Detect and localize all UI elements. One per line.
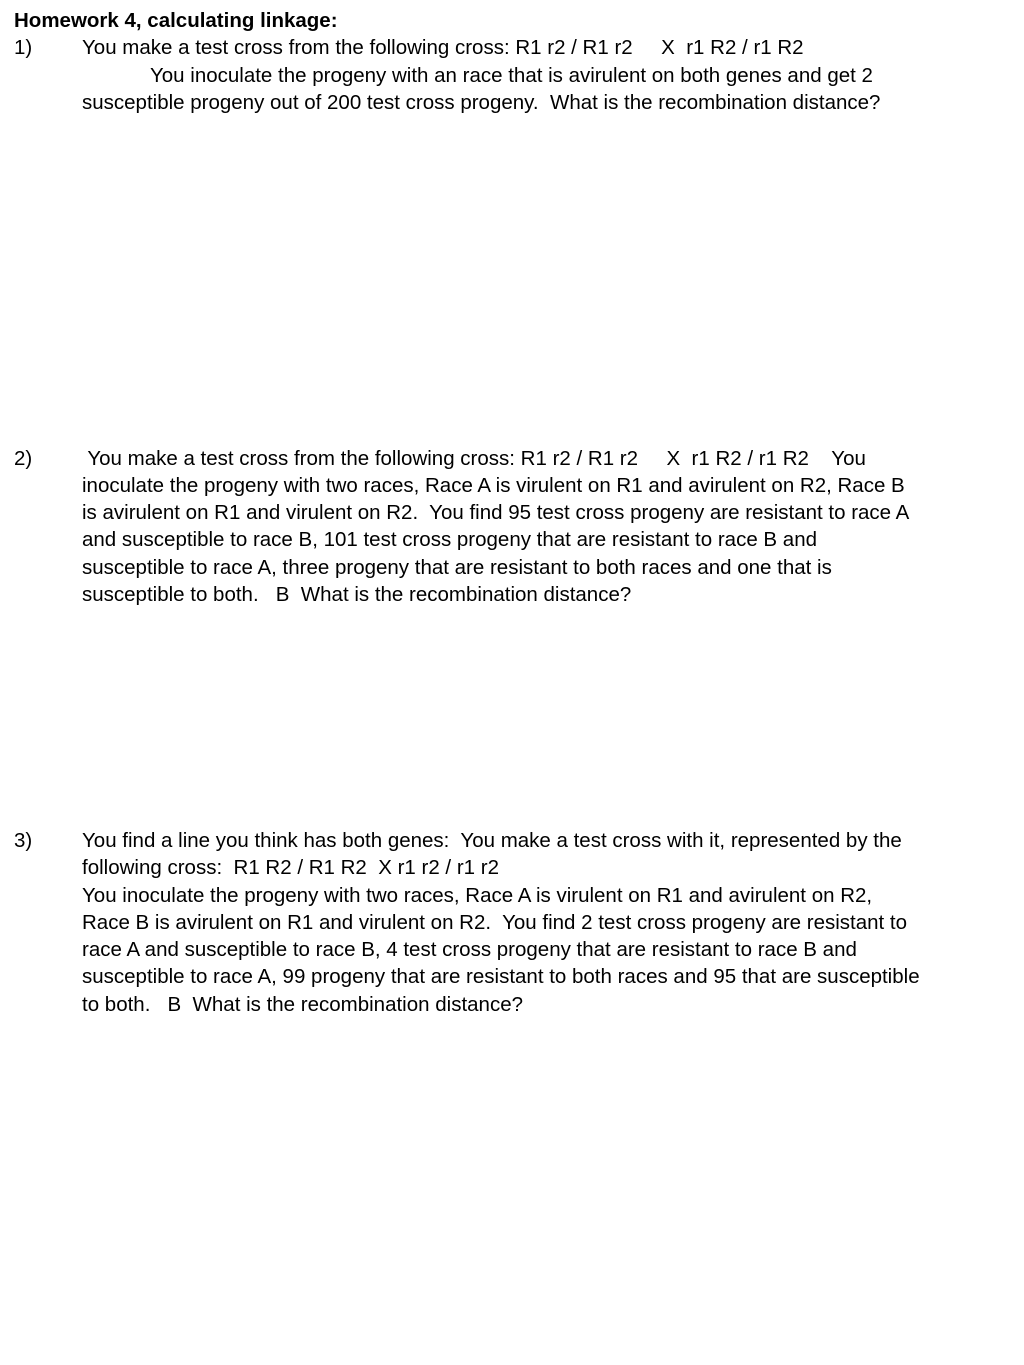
question-number: 1): [14, 36, 33, 60]
question-line: inoculate the progeny with two races, Race A is virulent on R1 and avirulent on R2, Race B: [82, 473, 905, 497]
homework-title: Homework 4, calculating linkage:: [14, 9, 338, 32]
question-line: susceptible to both. B What is the recombination distance?: [82, 582, 632, 606]
question-line: to both. B What is the recombination distance?: [82, 992, 523, 1016]
question-line: susceptible progeny out of 200 test cross progeny. What is the recombination distance?: [82, 90, 881, 114]
question-line: and susceptible to race B, 101 test cross progeny that are resistant to race B and: [82, 528, 817, 552]
question-line: is avirulent on R1 and virulent on R2. You find 95 test cross progeny are resistant to race A: [82, 501, 910, 525]
question-line: You make a test cross from the following cross: R1 r2 / R1 r2 X r1 R2 / r1 R2: [82, 36, 804, 60]
question-line: following cross: R1 R2 / R1 R2 X r1 r2 / r1 r2: [82, 856, 499, 880]
question-line: You inoculate the progeny with two races, Race A is virulent on R1 and avirulent on R2,: [82, 883, 873, 907]
question-line: race A and susceptible to race B, 4 test cross progeny that are resistant to race B and: [82, 938, 857, 962]
question-number: 2): [14, 446, 33, 470]
question-line: susceptible to race A, three progeny that are resistant to both races and one that is: [82, 555, 832, 579]
question-line: susceptible to race A, 99 progeny that are resistant to both races and 95 that are susceptible: [82, 965, 920, 989]
question-number: 3): [14, 829, 33, 852]
question-text: [82, 827, 1014, 1018]
question-line: You find a line you think has both genes: You make a test cross with it, represented by the: [82, 829, 902, 852]
question-line: Race B is avirulent on R1 and virulent on R2. You find 2 test cross progeny are resistant to: [82, 910, 908, 934]
question-text: [82, 34, 1014, 116]
question-line: You inoculate the progeny with an race that is avirulent on both genes and get 2: [82, 63, 873, 87]
question-text: [82, 445, 1014, 609]
question-line: You make a test cross from the following cross: R1 r2 / R1 r2 X r1 R2 / r1 R2 You: [82, 446, 866, 470]
